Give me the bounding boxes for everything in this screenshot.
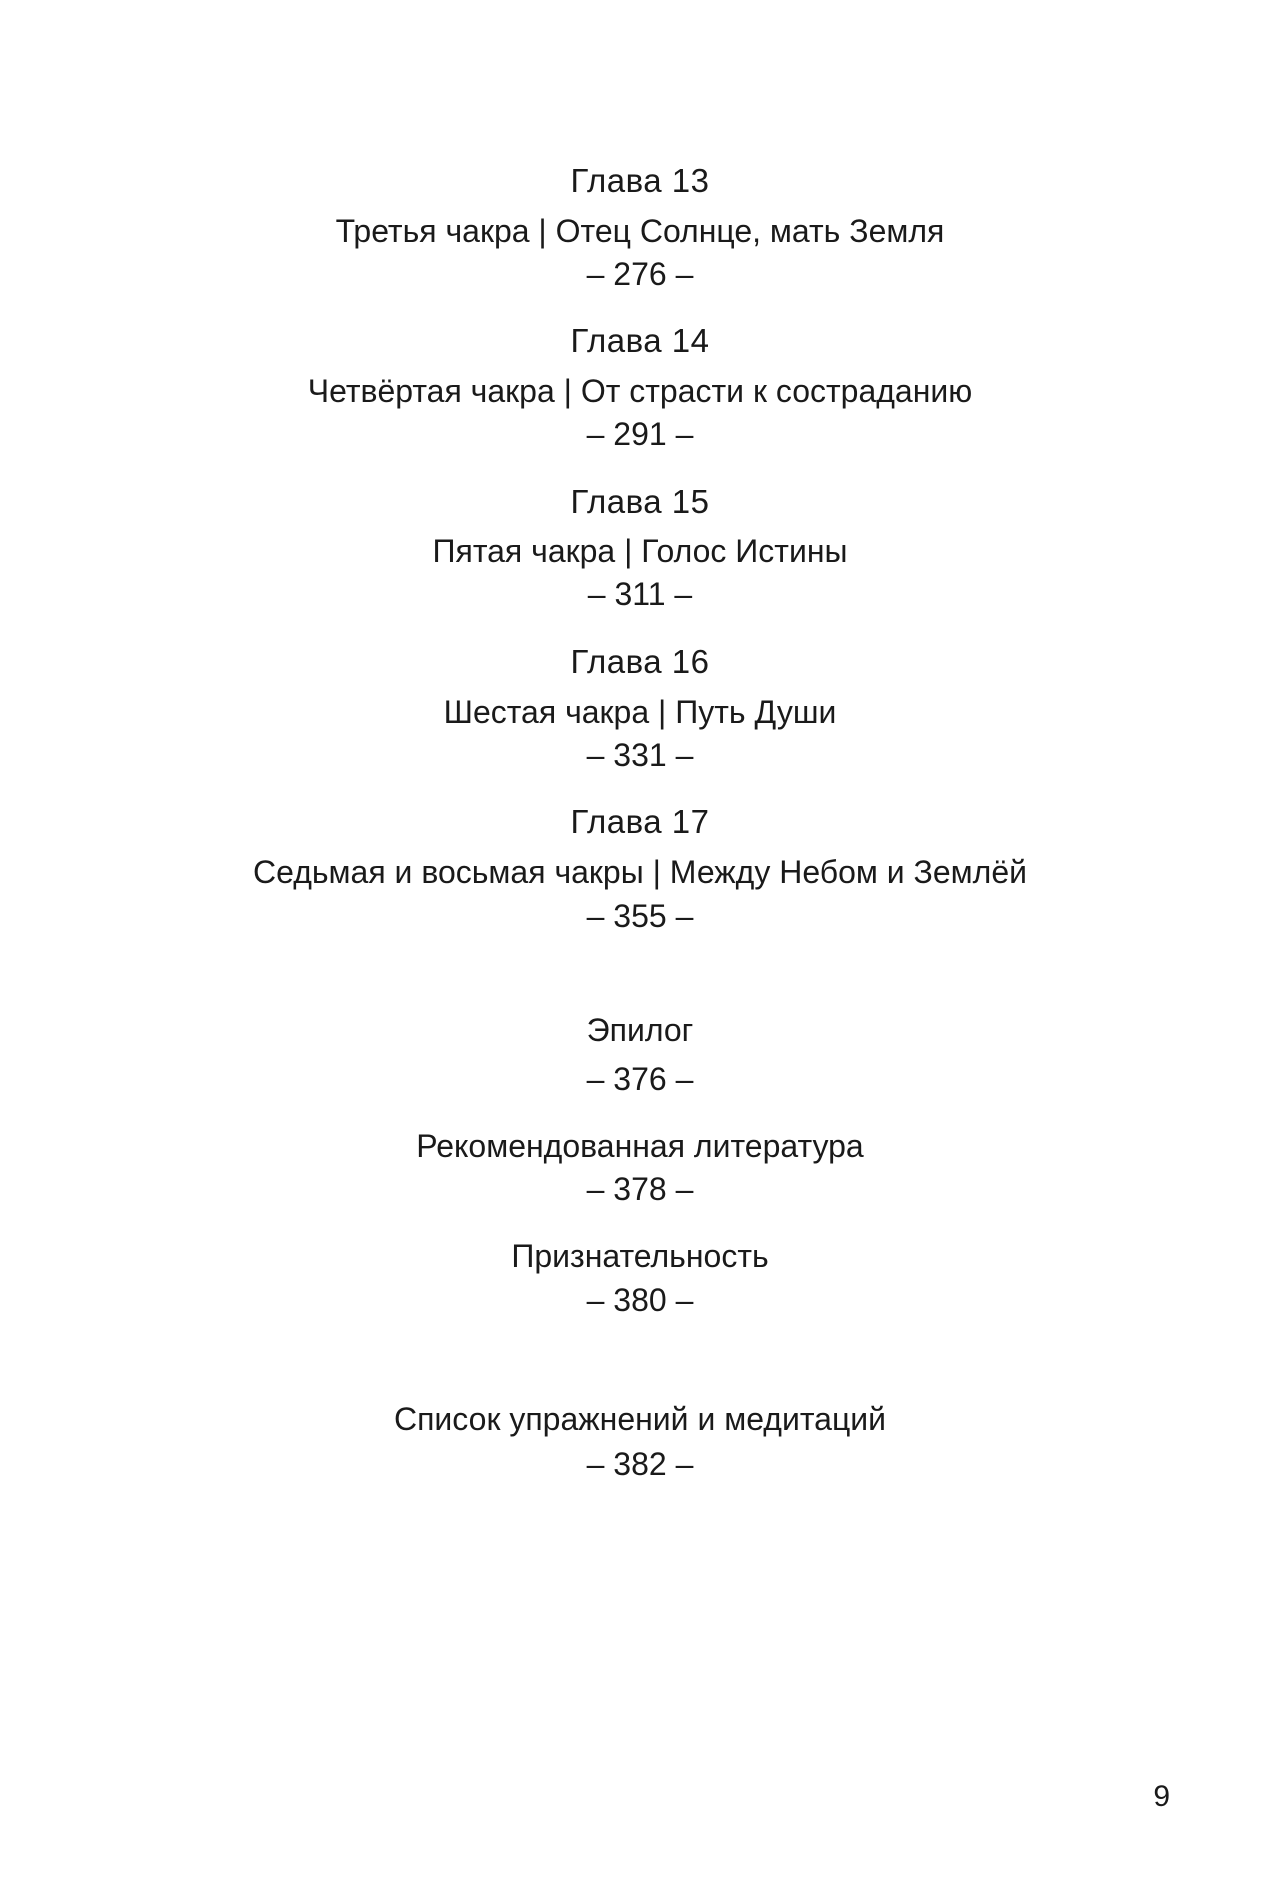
chapter-page: – 291 – bbox=[586, 416, 694, 452]
chapter-page: – 311 – bbox=[587, 576, 693, 612]
page-number: 9 bbox=[1153, 1780, 1170, 1813]
chapter-page: – 331 – bbox=[586, 737, 694, 773]
back-matter-page: – 380 – bbox=[586, 1282, 694, 1318]
chapter-title: Седьмая и восьмая чакры | Между Небом и Землёй bbox=[252, 854, 1028, 890]
back-matter-title: Список упражнений и медитаций bbox=[393, 1401, 887, 1437]
chapter-title: Третья чакра | Отец Солнце, мать Земля bbox=[335, 213, 945, 249]
chapter-label: Глава 13 bbox=[570, 162, 710, 199]
chapter-title: Четвёртая чакра | От страсти к состраданию bbox=[307, 373, 973, 409]
chapter-page: – 276 – bbox=[586, 256, 694, 292]
chapter-title: Пятая чакра | Голос Истины bbox=[432, 533, 848, 569]
back-matter-title: Рекомендованная литература bbox=[416, 1128, 864, 1164]
chapter-label: Глава 17 bbox=[570, 803, 710, 840]
chapter-label: Глава 16 bbox=[570, 643, 710, 680]
back-matter-page: – 382 – bbox=[586, 1446, 694, 1482]
chapter-label: Глава 15 bbox=[570, 483, 710, 520]
back-matter-page: – 378 – bbox=[586, 1171, 694, 1207]
back-matter-page: – 376 – bbox=[586, 1061, 694, 1097]
back-matter-title: Эпилог bbox=[586, 1012, 694, 1048]
back-matter-title: Признательность bbox=[511, 1238, 769, 1274]
chapter-label: Глава 14 bbox=[570, 322, 710, 359]
chapter-page: – 355 – bbox=[586, 898, 694, 934]
chapter-title: Шестая чакра | Путь Души bbox=[443, 694, 837, 730]
